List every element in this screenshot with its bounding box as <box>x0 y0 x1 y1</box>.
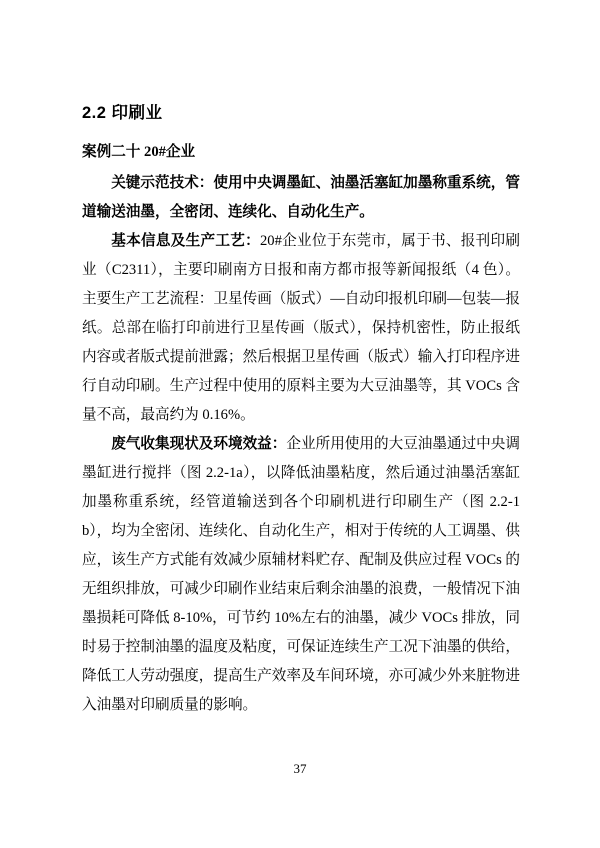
paragraph-text: 使用中央调墨缸、油墨活塞缸加墨称重系统，管道输送油墨，全密闭、连续化、自动化生产。 <box>82 175 520 220</box>
paragraph-key-technology <box>82 169 520 227</box>
section-heading: 2.2 印刷业 <box>82 104 163 122</box>
paragraph-basic-info <box>82 227 520 430</box>
paragraph-text: 20#企业位于东莞市，属于书、报刊印刷业（C2311），主要印刷南方日报和南方都市报等新闻报纸（4 色）。主要生产工艺流程：卫星传画（版式）—自动印报机印刷—包装—报纸。总部在临打印前进行卫星传画（版式），保持机密性，防止报纸内容或者版式提前泄露；然后根据卫星传画（版式）输入打印程序进行自动印刷。生产过程中使用的原料主要为大豆油墨等，其 VOCs 含量不高，最高约为 0.16%。 <box>82 233 520 423</box>
lead-term-key-technology: 关键示范技术： <box>111 175 214 191</box>
paragraph-exhaust-collection <box>82 430 520 720</box>
case-heading: 案例二十 20#企业 <box>82 144 196 160</box>
lead-term-exhaust-collection: 废气收集现状及环境效益： <box>111 436 287 452</box>
lead-term-basic-info: 基本信息及生产工艺： <box>111 233 260 249</box>
paragraph-text: 企业所用使用的大豆油墨通过中央调墨缸进行搅拌（图 2.2-1a），以降低油墨粘度，然后通过油墨活塞缸加墨称重系统，经管道输送到各个印刷机进行印刷生产（图 2.2-1b），均为全密闭、连续化、自动化生产，相对于传统的人工调墨、供应，该生产方式能有效减少原辅材料贮存、配制及供应过程 VOCs 的无组织排放，可减少印刷作业结束后剩余油墨的浪费，一般情况下油墨损耗可降低 8-10%，可节约 10%左右的油墨，减少 VOCs 排放，同时易于控制油墨的温度及粘度，可保证连续生产工况下油墨的供给，降低工人劳动强度，提高生产效率及车间环境，亦可减少外来脏物进入油墨对印刷质量的影响。 <box>82 436 520 713</box>
page-content <box>82 101 520 720</box>
page-number: 37 <box>293 761 307 776</box>
